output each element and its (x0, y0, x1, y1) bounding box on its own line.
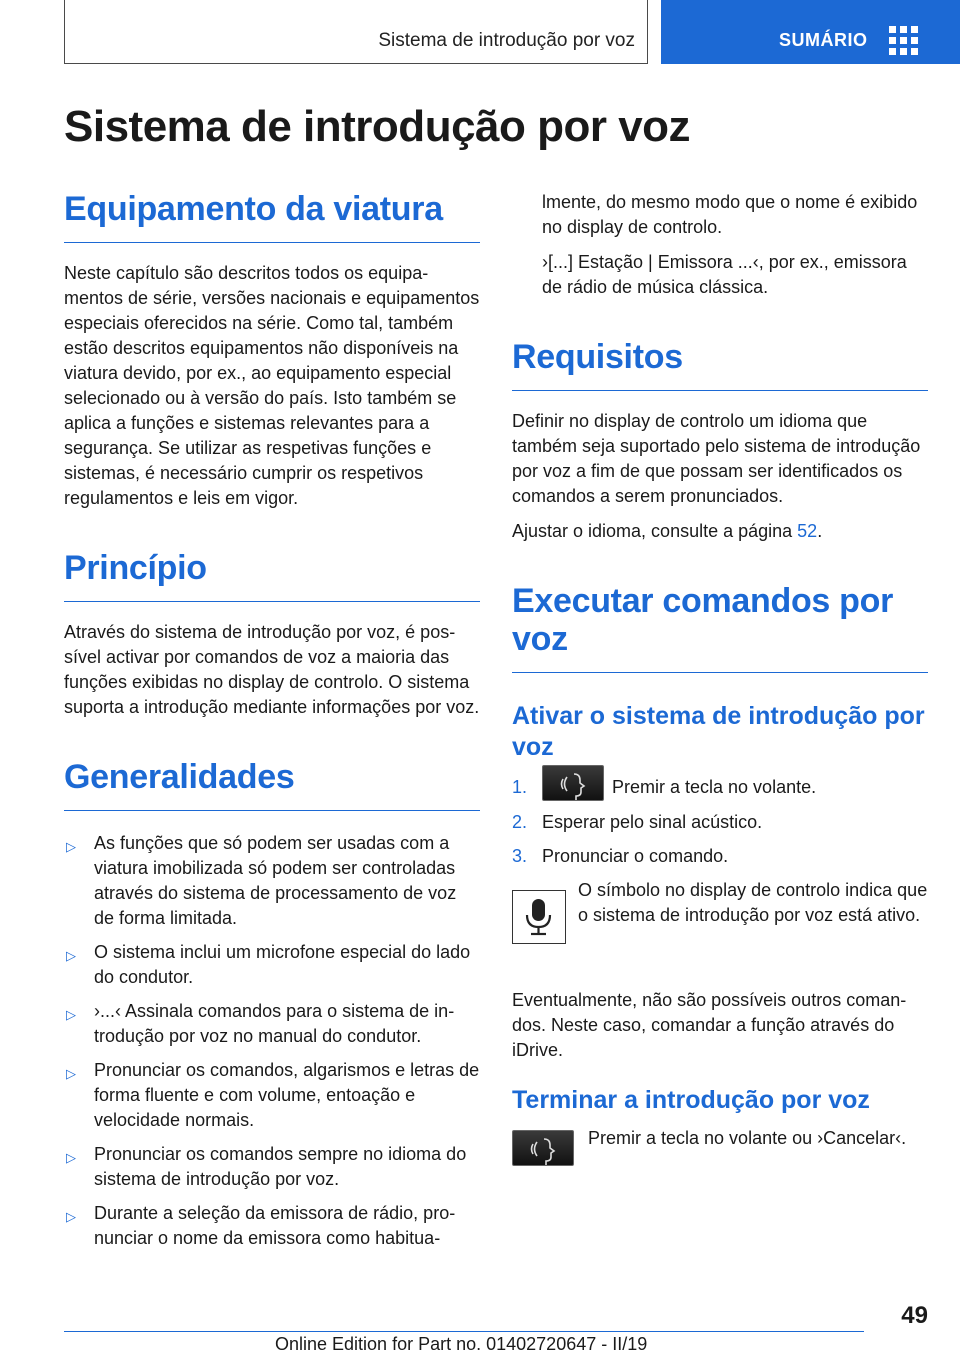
summary-button[interactable] (661, 0, 960, 64)
header-section-title: Sistema de introdução por voz (378, 30, 635, 51)
header-section-box (64, 0, 648, 64)
heading-generalidades: Generalidades (64, 758, 480, 811)
right-column (512, 190, 928, 1170)
triangle-bullet-icon: ▷ (66, 1007, 76, 1022)
requisitos-body: Definir no display de controlo um idioma que também seja suportado pelo sistema de introdução por voz a fim de que possam ser identificados os comandos a serem pronunciados. (512, 411, 921, 506)
page-number: 49 (901, 1302, 928, 1329)
push-to-talk-icon (542, 765, 604, 801)
heading-principio: Princípio (64, 549, 480, 602)
grid-menu-icon (889, 26, 919, 56)
heading-ativar: Ativar o sistema de introdução por voz (512, 702, 925, 761)
push-to-talk-icon (512, 1130, 574, 1166)
language-reference: Ajustar o idioma, consulte a página 52. (512, 521, 823, 541)
triangle-bullet-icon: ▷ (66, 1150, 76, 1165)
terminar-note (512, 1126, 928, 1170)
list-item: ▷ Pronunciar os comandos sempre no idioma do sistema de introdução por voz. (66, 1144, 467, 1189)
step-item: 2. Esperar pelo sinal acústico. (512, 810, 928, 835)
microphone-icon (512, 890, 566, 944)
generalidades-list (64, 831, 480, 1251)
page-link[interactable]: 52 (797, 521, 818, 541)
summary-label: SUMÁRIO (779, 30, 868, 50)
equipamento-body: Neste capítulo são descritos todos os equipamentos de série, versões nacionais e equipamentos especiais oferecidos na série. Como tal, também estão descritos equipamentos não disponíveis na viatura devido, por ex., ao equipamento especial selecionado ou à versão do país. Isto também se aplica a funções e sistemas relevantes para a segurança. Se utilizar as respetivas funções e sistemas, é necessário cumprir os respetivos regulamentos e leis em vigor. (64, 263, 480, 508)
page-title: Sistema de introdução por voz (64, 102, 691, 151)
principio-body: Através do sistema de introdução por voz, é possível activar por comandos de voz a maioria das funções exibidas no display de controlo. O sistema suporta a introdução mediante informações por voz. (64, 622, 480, 717)
step-number: 2. (512, 812, 528, 833)
footer-divider (64, 1331, 864, 1332)
list-item: ▷ ›...‹ Assinala comandos para o sistema de introdução por voz no manual do condutor. (66, 1001, 455, 1046)
heading-executar: Executar comandos por voz (512, 582, 928, 673)
step-item: 3. Pronunciar o comando. (512, 844, 928, 869)
triangle-bullet-icon: ▷ (66, 1209, 76, 1224)
continuation-text: lmente, do mesmo modo que o nome é exibido no display de controlo. (542, 192, 918, 237)
triangle-bullet-icon: ▷ (66, 948, 76, 963)
list-item: ▷ Pronunciar os comandos, algarismos e letras de forma fluente e com volume, entoação e velocidade normais. (66, 1060, 480, 1130)
heading-equipamento: Equipamento da viatura (64, 190, 480, 243)
heading-terminar: Terminar a introdução por voz (512, 1086, 870, 1115)
list-item: ▷ O sistema inclui um microfone especial do lado do condutor. (66, 942, 471, 987)
steps-list (512, 775, 928, 869)
step-item: 1. Premir a tecla no volante. (512, 775, 928, 801)
triangle-bullet-icon: ▷ (66, 839, 76, 854)
step-number: 1. (512, 777, 528, 797)
list-item: ▷ Durante a seleção da emissora de rádio, pronunciar o nome da emissora como habitua- (66, 1203, 456, 1248)
footer-edition: Online Edition for Part no. 01402720647 - II/19 (275, 1334, 648, 1354)
left-column (64, 190, 480, 1260)
step-number: 3. (512, 846, 528, 867)
eventual-text: Eventualmente, não são possíveis outros comandos. Neste caso, comandar a função através do iDrive. (512, 990, 907, 1061)
heading-requisitos: Requisitos (512, 338, 928, 391)
terminar-text: Premir a tecla no volante ou ›Cancelar‹. (588, 1128, 907, 1149)
microphone-note (512, 878, 928, 968)
station-command-text: ›[...] Estação | Emissora ...‹, por ex., emissora de rádio de música clássica. (542, 252, 907, 297)
triangle-bullet-icon: ▷ (66, 1066, 76, 1081)
list-item: ▷ As funções que só podem ser usadas com a viatura imobilizada só podem ser controladas através do sistema de processamento de voz de forma limitada. (66, 833, 457, 928)
microphone-text: O símbolo no display de controlo indica que o sistema de introdução por voz está ativo. (578, 880, 928, 926)
